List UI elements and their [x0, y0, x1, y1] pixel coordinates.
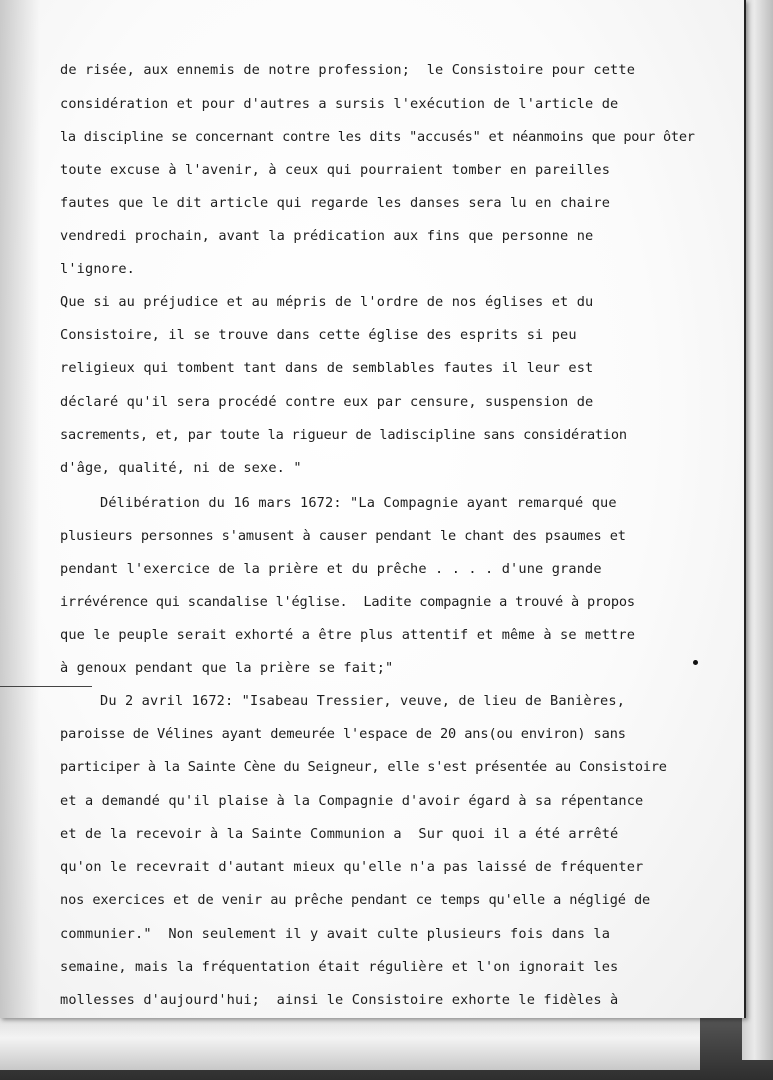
- text-line-14: Délibération du 16 mars 1672: "La Compagnie ayant remarqué que: [100, 495, 617, 511]
- text-line-17: irrévérence qui scandalise l'église. Ladite compagnie a trouvé à propos: [60, 594, 635, 610]
- text-line-9: Consistoire, il se trouve dans cette église des esprits si peu: [60, 327, 577, 343]
- text-line-15: plusieurs personnes s'amusent à causer pendant le chant des psaumes et: [60, 528, 626, 544]
- text-line-26: nos exercices et de venir au prêche pendant ce temps qu'elle a négligé de: [60, 892, 651, 908]
- text-line-24: et de la recevoir à la Sainte Communion a Sur quoi il a été arrêté: [60, 826, 619, 842]
- text-line-23: et a demandé qu'il plaise à la Compagnie d'avoir égard à sa répentance: [60, 793, 644, 809]
- text-line-29: mollesses d'aujourd'hui; ainsi le Consistoire exhorte le fidèles à: [60, 992, 619, 1008]
- text-line-10: religieux qui tombent tant dans de semblables fautes il leur est: [60, 360, 594, 376]
- text-line-1: de risée, aux ennemis de notre profession; le Consistoire pour cette: [60, 62, 636, 78]
- text-line-4: toute excuse à l'avenir, à ceux qui pourraient tomber en pareilles: [60, 162, 611, 178]
- ink-speck: [693, 660, 698, 665]
- text-line-28: semaine, mais la fréquentation était régulière et l'on ignorait les: [60, 959, 619, 975]
- text-line-2: considération et pour d'autres a sursis l'exécution de l'article de: [60, 96, 619, 112]
- text-line-11: déclaré qu'il sera procédé contre eux par censure, suspension de: [60, 394, 594, 410]
- text-line-7: l'ignore.: [60, 261, 136, 277]
- text-line-6: vendredi prochain, avant la prédication aux fins que personne ne: [60, 228, 594, 244]
- text-line-5: fautes que le dit article qui regarde les danses sera lu en chaire: [60, 195, 611, 211]
- text-line-18: que le peuple serait exhorté a être plus attentif et même à se mettre: [60, 627, 636, 643]
- margin-rule: [0, 686, 92, 687]
- text-line-16: pendant l'exercice de la prière et du prêche . . . . d'une grande: [60, 561, 602, 577]
- text-line-13: d'âge, qualité, ni de sexe. ": [60, 460, 302, 476]
- text-line-19: à genoux pendant que la prière se fait;": [60, 660, 394, 676]
- text-line-8: Que si au préjudice et au mépris de l'ordre de nos églises et du: [60, 294, 594, 310]
- text-line-27: communier." Non seulement il y avait culte plusieurs fois dans la: [60, 926, 611, 942]
- text-line-12: sacrements, et, par toute la rigueur de ladiscipline sans considération: [60, 427, 627, 443]
- text-line-25: qu'on le recevrait d'autant mieux qu'elle n'a pas laissé de fréquenter: [60, 859, 644, 875]
- text-line-3: la discipline se concernant contre les dits "accusés" et néanmoins que pour ôter: [60, 129, 695, 145]
- text-line-21: paroisse de Vélines ayant demeurée l'espace de 20 ans(ou environ) sans: [60, 726, 626, 742]
- text-line-20: Du 2 avril 1672: "Isabeau Tressier, veuve, de lieu de Banières,: [100, 693, 626, 709]
- underlying-sheet-edge: [742, 0, 773, 1060]
- underlying-sheet-bottom: [0, 1012, 700, 1070]
- page-shadow: [0, 0, 40, 1018]
- text-line-22: participer à la Sainte Cène du Seigneur, elle s'est présentée au Consistoire: [60, 759, 667, 775]
